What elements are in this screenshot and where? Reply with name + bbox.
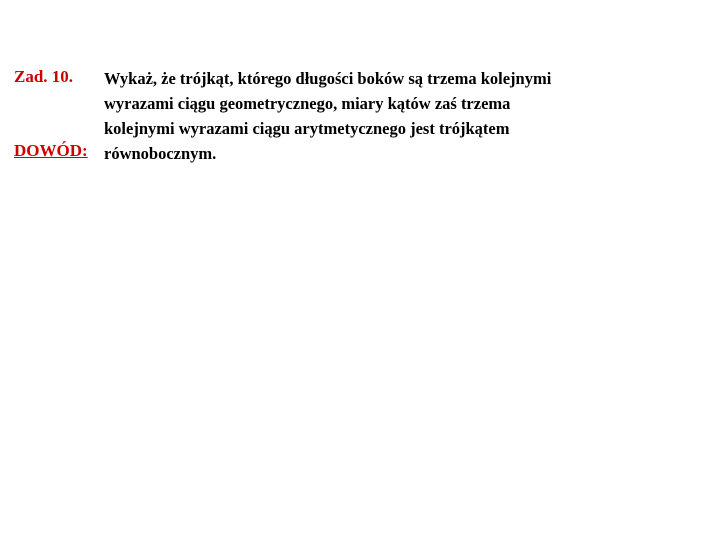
statement-line-2: wyrazami ciągu geometrycznego, miary kątów zaś trzema xyxy=(104,94,511,113)
problem-statement xyxy=(104,66,694,166)
proof-heading: DOWÓD: xyxy=(14,141,88,160)
statement-line-4: równobocznym. xyxy=(104,144,217,163)
statement-line-3: kolejnymi wyrazami ciągu arytmetycznego jest trójkątem xyxy=(104,119,510,138)
exercise-number-label: Zad. 10. xyxy=(14,67,74,86)
statement-line-1: Wykaż, że trójkąt, którego długości boków są trzema kolejnymi xyxy=(104,69,552,88)
